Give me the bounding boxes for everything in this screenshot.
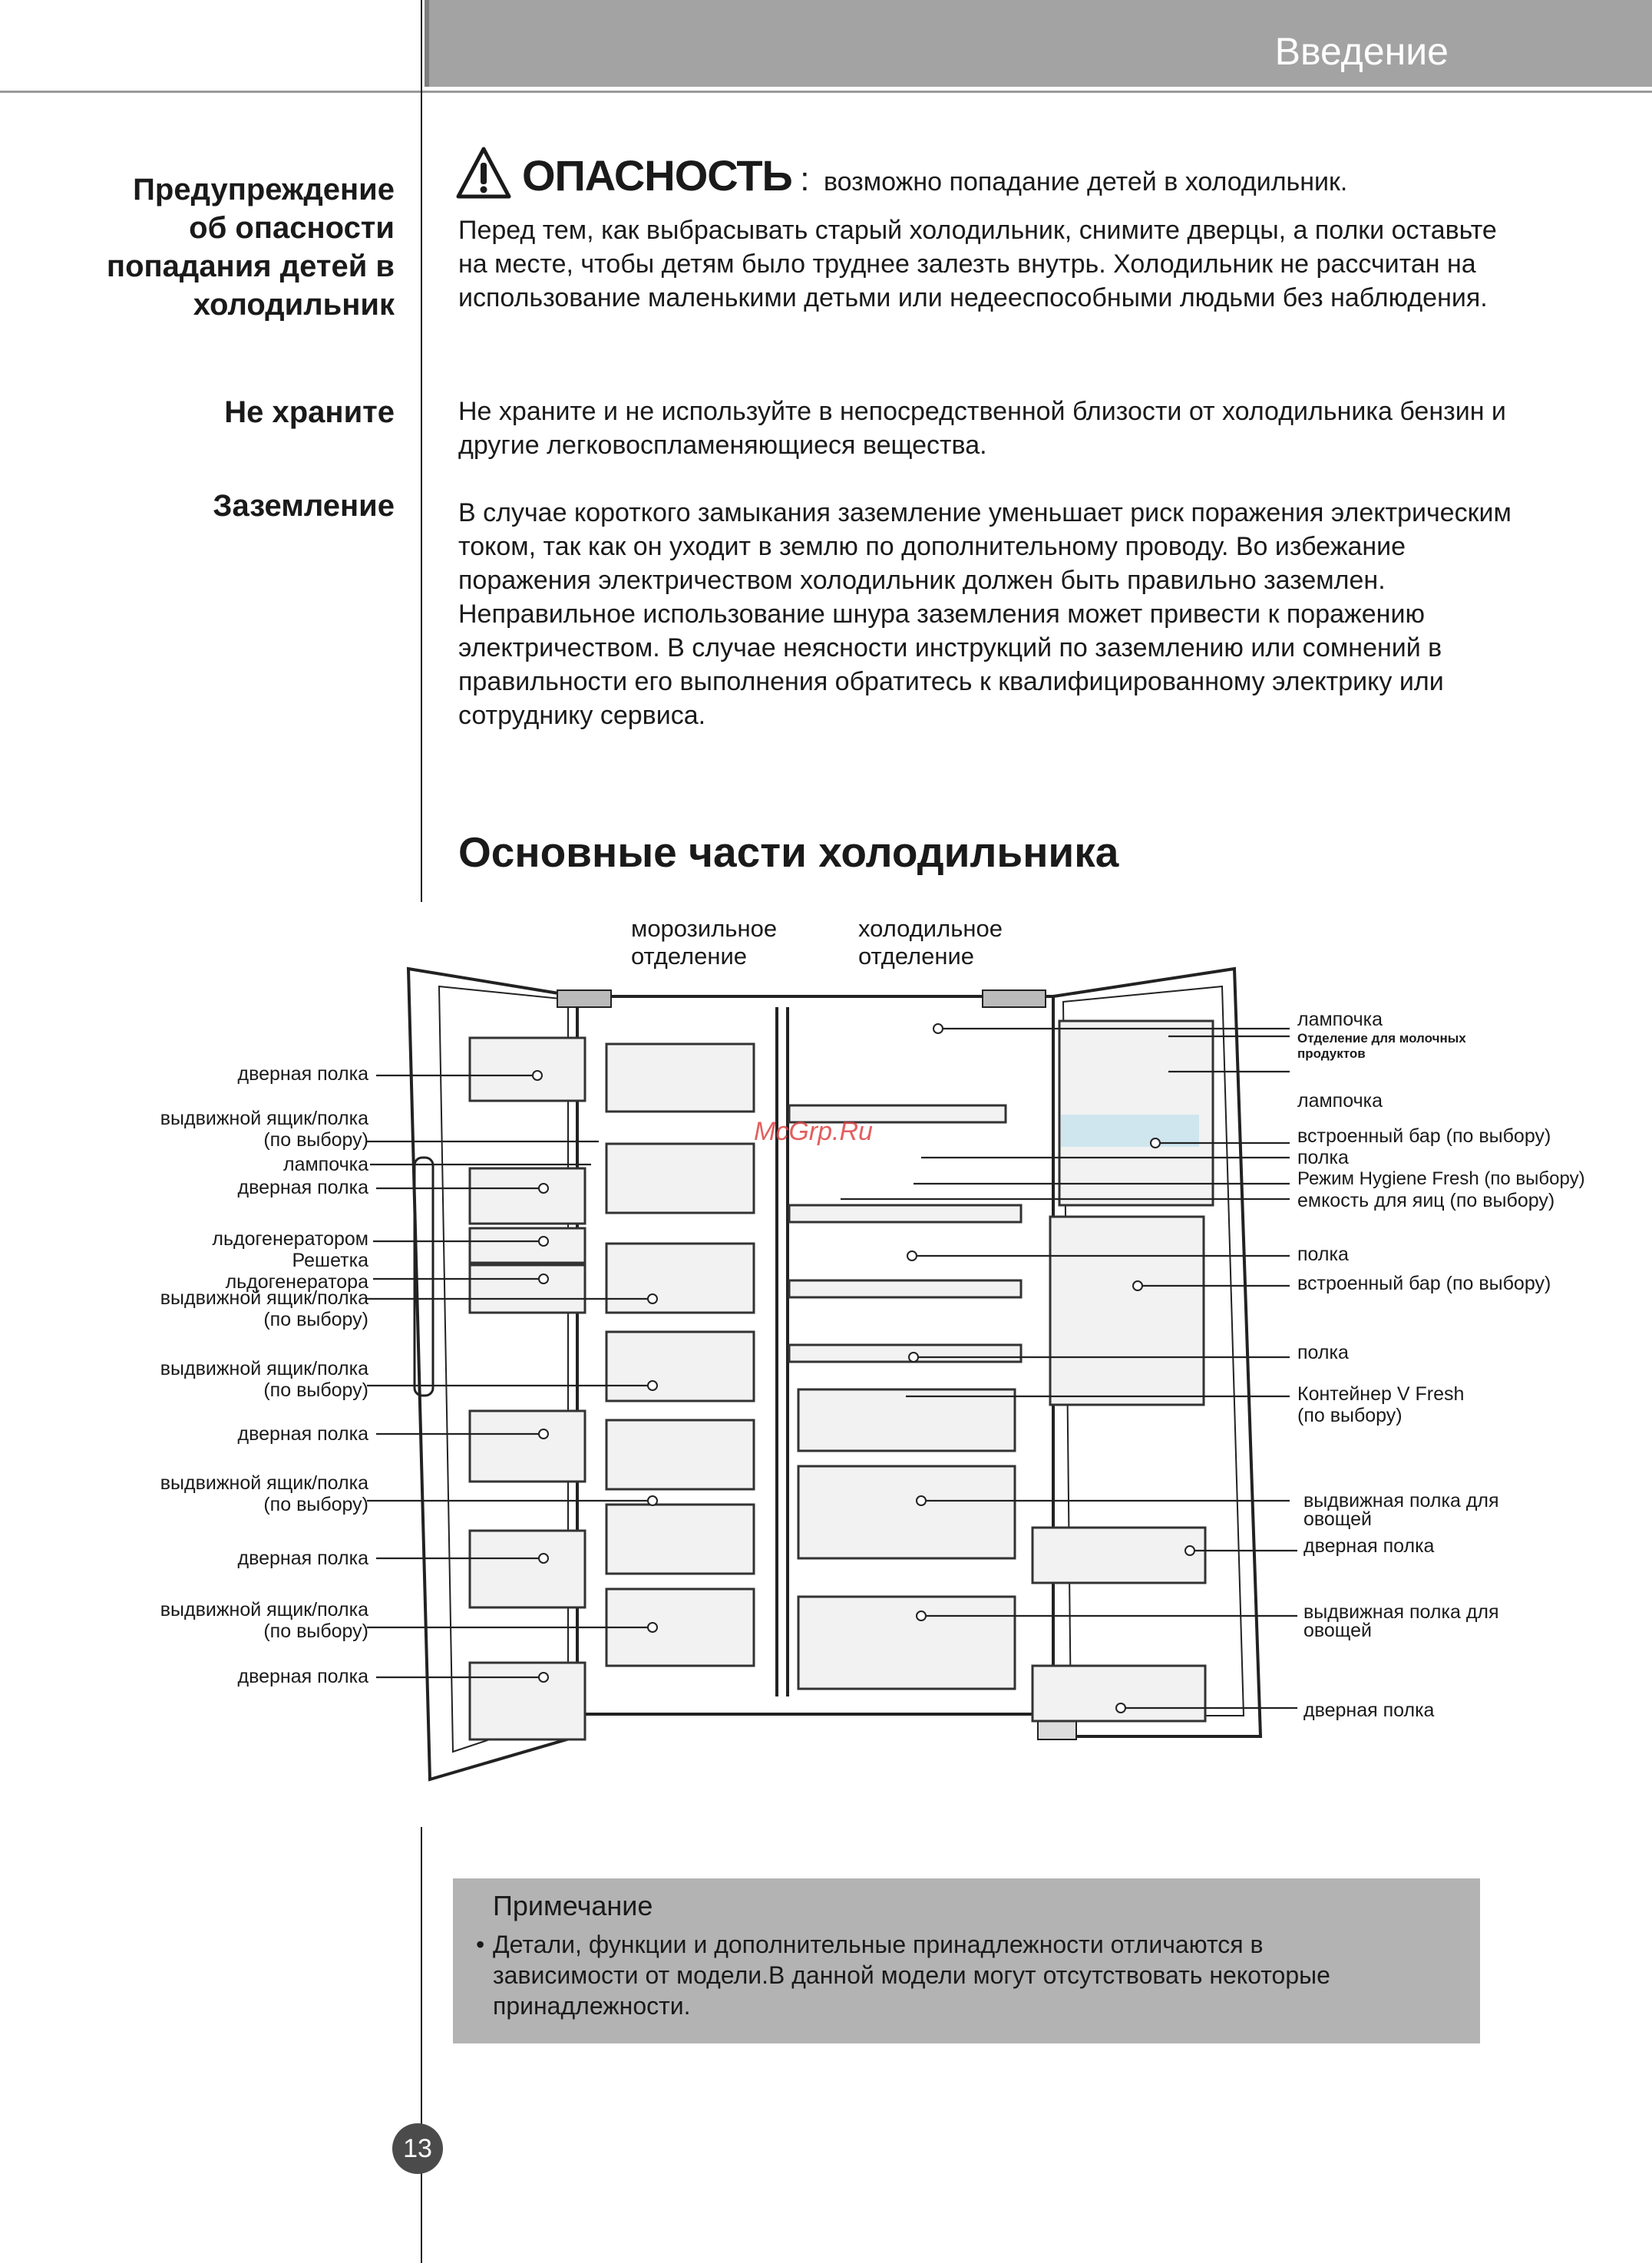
label-shelf: полка xyxy=(1297,1342,1349,1363)
page-number: 13 xyxy=(392,2123,443,2174)
label-built-in-bar: встроенный бар (по выбору) xyxy=(1297,1125,1551,1147)
parts-section-title: Основные части холодильника xyxy=(458,828,1119,876)
label-door-shelf: дверная полка xyxy=(237,1666,368,1687)
label-ice-grid: Решетка льдогенератора xyxy=(225,1250,368,1293)
label-door-shelf-right: дверная полка xyxy=(1303,1535,1435,1557)
label-drawer-shelf: выдвижной ящик/полка (по выбору) xyxy=(160,1108,368,1151)
label-door-shelf: дверная полка xyxy=(237,1423,368,1445)
label-vegetable-drawer: выдвижная полка для овощей xyxy=(1303,1601,1499,1641)
note-bullet: • xyxy=(476,1931,485,1958)
no-store-body: Не храните и не используйте в непосредственной близости от холодильника бензин и другие легковоспламеняющиеся вещества. xyxy=(458,397,1506,460)
no-store-heading: Не храните xyxy=(224,395,395,429)
label-lamp-right: лампочка xyxy=(1297,1009,1383,1030)
danger-subtitle: возможно попадание детей в холодильник. xyxy=(823,167,1348,197)
label-lamp-right: лампочка xyxy=(1297,1090,1383,1112)
label-ice-maker: льдогенератором xyxy=(212,1228,368,1250)
label-drawer-shelf: выдвижной ящик/полка (по выбору) xyxy=(160,1358,368,1401)
label-shelf: полка xyxy=(1297,1147,1349,1168)
note-text: Детали, функции и дополнительные принадлежности отличаются в зависимости от модели.В данной модели могут отсутствовать некоторые принадлежности. xyxy=(493,1931,1330,2020)
freezer-label: морозильное отделение xyxy=(631,915,778,970)
label-drawer-shelf: выдвижной ящик/полка (по выбору) xyxy=(160,1287,368,1330)
label-v-fresh: Контейнер V Fresh (по выбору) xyxy=(1297,1383,1465,1426)
label-drawer-shelf: выдвижной ящик/полка (по выбору) xyxy=(160,1599,368,1642)
label-built-in-bar: встроенный бар (по выбору) xyxy=(1297,1273,1551,1294)
column-divider-bottom xyxy=(421,1827,422,2263)
label-door-shelf-right: дверная полка xyxy=(1303,1700,1435,1721)
label-drawer-shelf: выдвижной ящик/полка (по выбору) xyxy=(160,1472,368,1515)
page-section-title: Введение xyxy=(1274,30,1449,73)
label-door-shelf: дверная полка xyxy=(237,1177,368,1198)
label-door-shelf: дверная полка xyxy=(237,1548,368,1569)
grounding-heading: Заземление xyxy=(213,489,395,523)
warning-heading: Предупреждение об опасности попадания детей в холодильник xyxy=(106,173,395,322)
label-vegetable-drawer: выдвижная полка для овощей xyxy=(1303,1490,1499,1530)
danger-word: ОПАСНОСТЬ xyxy=(522,151,792,200)
watermark: McGrp.Ru xyxy=(754,1117,873,1146)
label-hygiene-fresh: Режим Hygiene Fresh (по выбору) xyxy=(1297,1168,1585,1189)
label-dairy: Отделение для молочных продуктов xyxy=(1297,1031,1466,1061)
label-shelf: полка xyxy=(1297,1244,1349,1265)
grounding-body: В случае короткого замыкания заземление уменьшает риск поражения электрическим током, так как он уходит в землю по дополнительному проводу. Во избежание поражения электричеством холодильник должен быть правильно заземлен. Неправильное использование шнура заземления может привести к поражению электричеством. В случае неясности инструкций по заземлению или сомнений в правильности его выполнения обратитесь к квалифицированному электрику или сотруднику сервиса. xyxy=(458,498,1512,730)
label-egg-tray: емкость для яиц (по выбору) xyxy=(1297,1190,1555,1211)
danger-colon: : xyxy=(800,160,810,198)
label-door-shelf: дверная полка xyxy=(237,1063,368,1085)
danger-body: Перед тем, как выбрасывать старый холодильник, снимите дверцы, а полки оставьте на месте, чтобы детям было труднее залезть внутрь. Холодильник не рассчитан на использование маленькими детьми или недееспособными людьми без наблюдения. xyxy=(458,216,1497,312)
label-lamp: лампочка xyxy=(283,1154,368,1175)
fridge-label: холодильное отделение xyxy=(858,915,1003,970)
note-title: Примечание xyxy=(493,1890,653,1921)
